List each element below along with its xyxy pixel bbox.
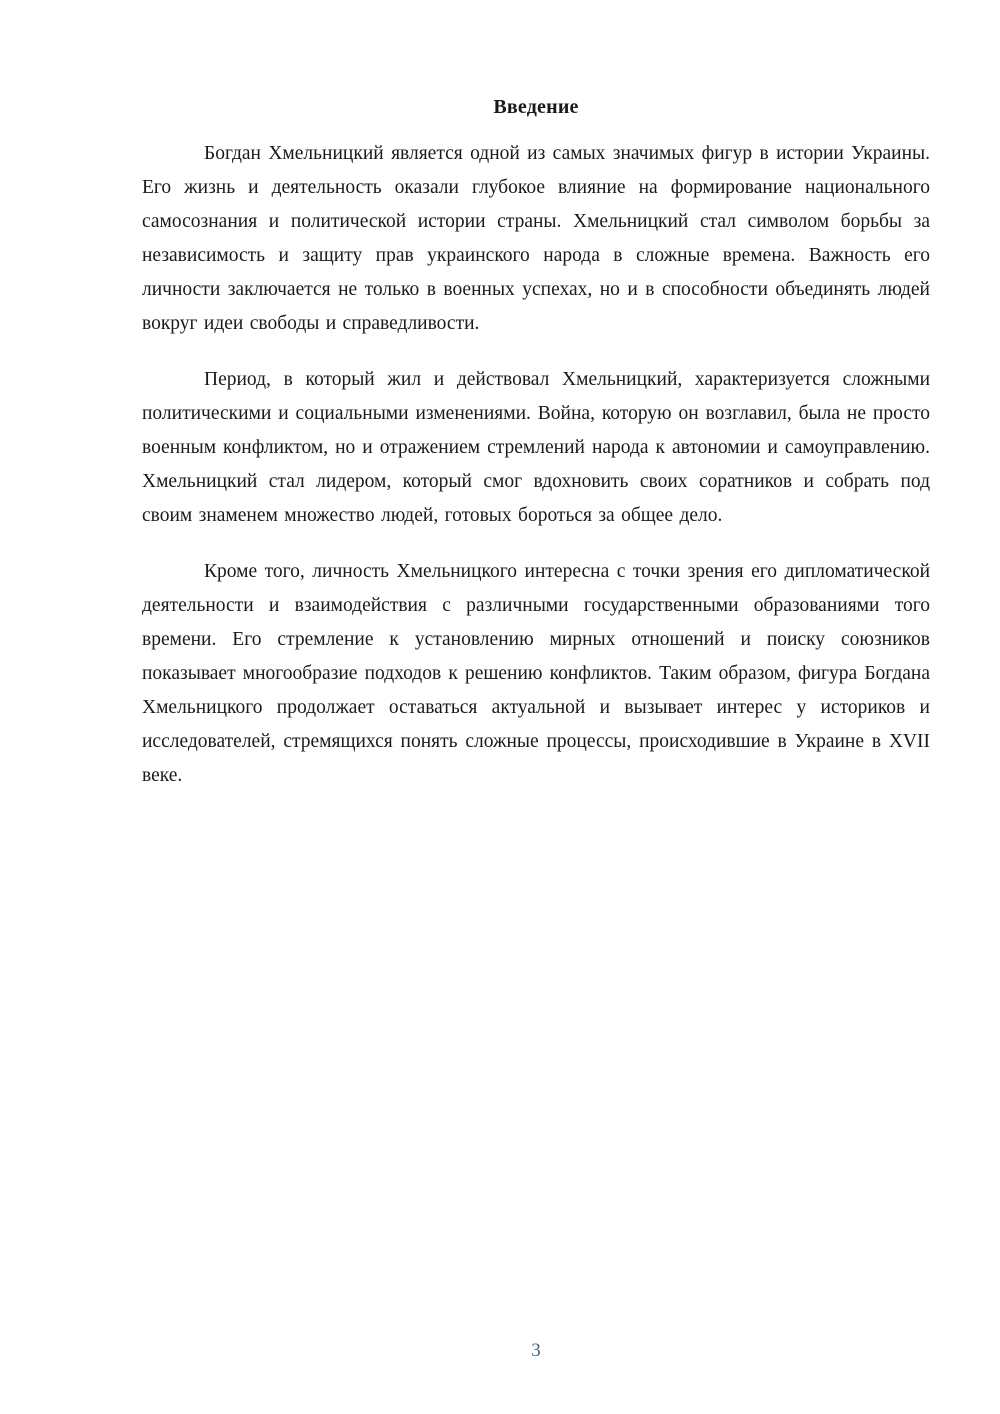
paragraph-2: Период, в который жил и действовал Хмельницкий, характеризуется сложными политическими и социальными изменениями. Война, которую он возглавил, была не просто военным конфликтом, но и отражением стремлений народа к автономии и самоуправлению. Хмельницкий стал лидером, который смог вдохновить своих соратников и собрать под своим знаменем множество людей, готовых бороться за общее дело. — [142, 369, 930, 526]
paragraph-1: Богдан Хмельницкий является одной из самых значимых фигур в истории Украины. Его жизнь и деятельность оказали глубокое влияние на формирование национального самосознания и политической истории страны. Хмельницкий стал символом борьбы за независимость и защиту прав украинского народа в сложные времена. Важность его личности заключается не только в военных успехах, но и в способности объединять людей вокруг идеи свободы и справедливости. — [142, 143, 930, 334]
paragraph-3: Кроме того, личность Хмельницкого интересна с точки зрения его дипломатической деятельности и взаимодействия с различными государственными образованиями того времени. Его стремление к установлению мирных отношений и поиску союзников показывает многообразие подходов к решению конфликтов. Таким образом, фигура Богдана Хмельницкого продолжает оставаться актуальной и вызывает интерес у историков и исследователей, стремящихся понять сложные процессы, происходившие в Украине в XVII веке. — [142, 561, 930, 786]
page-title: Введение — [493, 96, 579, 118]
page-number: 3 — [531, 1340, 541, 1361]
